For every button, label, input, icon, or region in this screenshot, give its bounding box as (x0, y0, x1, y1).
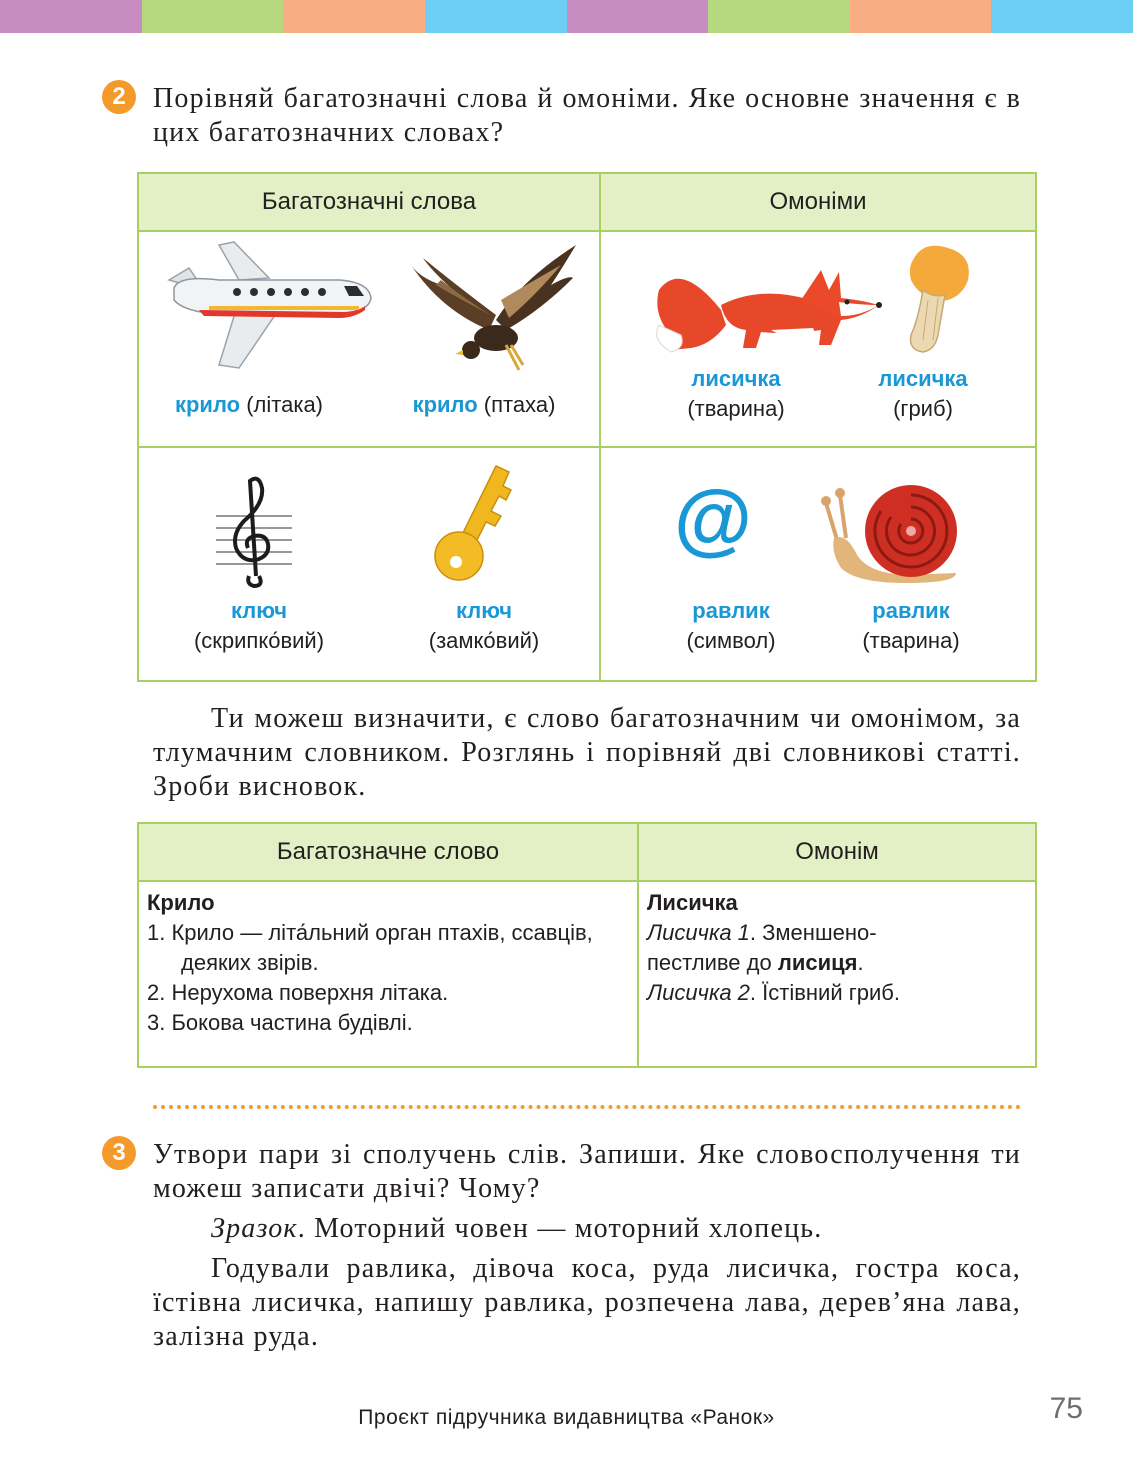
table-header: Омонім (638, 823, 1036, 881)
caption-note: (замко́вий) (428, 628, 540, 653)
table-header: Омоніми (600, 173, 1036, 231)
table-cell (138, 447, 600, 681)
caption-airplane-wing (149, 390, 349, 420)
airplane-icon (159, 240, 374, 380)
dictionary-instruction: Ти можеш визначити, є слово багатозначним чи омонімом, за тлумачним словником. Розглянь і порівняй дві словникові статті. Зроби висновок. (153, 703, 1021, 802)
words-comparison-table (137, 172, 1037, 682)
caption-bird-wing (389, 390, 579, 420)
table-cell (600, 231, 1036, 447)
color-stripe (0, 0, 1133, 33)
caption-note: (скрипко́вий) (193, 628, 325, 653)
task-number-badge: 3 (102, 1136, 136, 1170)
entry-meanings (147, 918, 629, 1038)
key-icon (431, 456, 521, 586)
stripe-segment (850, 0, 992, 33)
homonym-entry-2 (647, 978, 1027, 1008)
page-number: 75 (1049, 1392, 1083, 1425)
footer-project-note: Проєкт підручника видавництва «Ранок» (358, 1406, 775, 1429)
keyword: лисичка (691, 366, 781, 391)
fox-icon (651, 250, 883, 355)
keyword: ключ (231, 598, 287, 623)
caption-note: (тварина) (862, 628, 960, 653)
keyword: крило (412, 392, 478, 417)
caption-mushroom (843, 364, 1003, 424)
caption-note: (літака) (246, 392, 324, 417)
stripe-segment (0, 0, 142, 33)
stripe-segment (425, 0, 567, 33)
dictionary-entry-left (138, 881, 638, 1067)
caption-at-symbol (646, 596, 816, 656)
task-3-word-list: Годували равлика, дівоча коса, руда лисичка, гостра коса, їстівна лисичка, напишу равлика, розпечена лава, дерев’яна лава, залізна руда. (153, 1253, 1021, 1352)
table-header: Багатозначне слово (138, 823, 638, 881)
keyword: ключ (456, 598, 512, 623)
entry-title: Крило (147, 890, 215, 915)
table-cell (138, 231, 600, 447)
entry-text: . Їстівний гриб. (749, 980, 901, 1005)
stripe-segment (991, 0, 1133, 33)
entry-title: Лисичка (647, 890, 738, 915)
snail-icon (816, 473, 966, 588)
treble-clef-icon (214, 476, 294, 588)
dictionary-table (137, 822, 1037, 1068)
caption-note: (гриб) (893, 396, 953, 421)
stripe-segment (567, 0, 709, 33)
entry-label: Лисичка 1 (647, 920, 750, 945)
keyword: лисичка (878, 366, 968, 391)
entry-bold: лисиця (777, 950, 858, 975)
meaning-item: 2. Нерухома поверхня літака. (147, 980, 449, 1005)
example-label: Зразок (211, 1213, 298, 1244)
caption-snail (826, 596, 996, 656)
table-header: Багатозначні слова (138, 173, 600, 231)
caption-fox (651, 364, 821, 424)
task-number-badge: 2 (102, 80, 136, 114)
keyword: равлик (692, 598, 770, 623)
eagle-icon (401, 240, 581, 375)
meaning-item: 1. Крило — літа́льний орган птахів, ссавців, деяких звірів. (147, 920, 593, 975)
chanterelle-mushroom-icon (893, 240, 983, 358)
task-2-instruction: Порівняй багатозначні слова й омоніми. Яке основне значення є в цих багатозначних словах? (153, 83, 1021, 148)
task-3-instruction: Утвори пари зі сполучень слів. Запиши. Яке словосполучення ти можеш записати двічі? Чому? (153, 1139, 1021, 1204)
caption-note: (птаха) (483, 392, 556, 417)
caption-door-key (394, 596, 574, 656)
meaning-item: 3. Бокова частина будівлі. (147, 1010, 413, 1035)
dictionary-entry-right (638, 881, 1036, 1067)
homonym-entry-1 (647, 918, 947, 978)
task-3-example (153, 1212, 1021, 1246)
table-cell (600, 447, 1036, 681)
at-sign-icon: @ (673, 474, 752, 563)
stripe-segment (708, 0, 850, 33)
entry-label: Лисичка 2 (647, 980, 750, 1005)
caption-note: (символ) (686, 628, 776, 653)
entry-end: . (857, 950, 864, 975)
example-text: . Моторний човен — моторний хлопець. (297, 1213, 823, 1244)
caption-note: (тварина) (687, 396, 785, 421)
keyword: крило (174, 392, 241, 417)
keyword: равлик (872, 598, 950, 623)
stripe-segment (283, 0, 425, 33)
caption-treble-clef (169, 596, 349, 656)
dotted-divider (153, 1105, 1021, 1109)
stripe-segment (142, 0, 284, 33)
entry-text: . Зменшено-пестливе до (647, 920, 877, 975)
